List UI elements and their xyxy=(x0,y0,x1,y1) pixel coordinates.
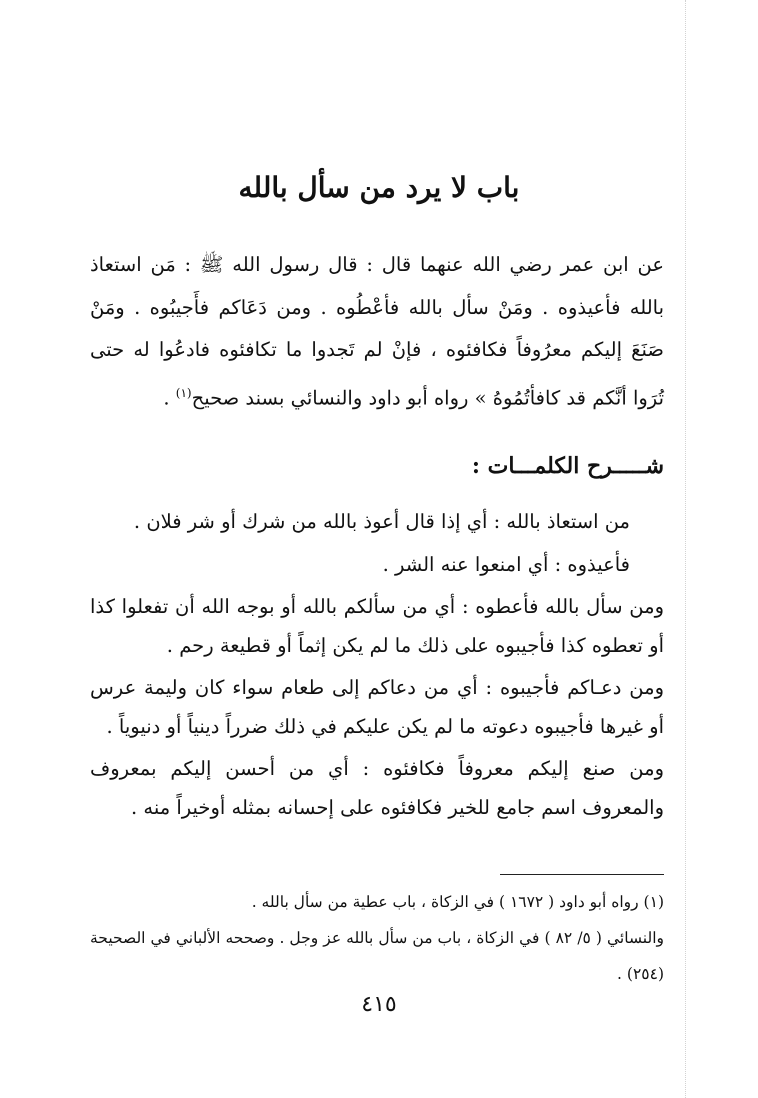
definition-text: أي امنعوا عنه الشر . xyxy=(382,552,555,576)
hadith-end: . xyxy=(163,386,176,409)
footnotes xyxy=(90,884,664,992)
definition-term: من استعاذ بالله : xyxy=(493,510,630,533)
definition-text: أي إذا قال أعوذ بالله من شرك أو شر فلان . xyxy=(133,510,494,533)
hadith-body: عن ابن عمر رضي الله عنهما قال : قال رسول الله ﷺ : مَن استعاذ بالله فأعيذوه . ومَنْ سأل بالله فأعْطُوه . ومن دَعَاكم فأَجيبُوه . ومَنْ صَنَعَ إليكم معرُوفاً فكافئوه ، فإنْ لم تَجدوا ما تكافئوه فادعُوا له حتى تُرَوا أنَّكم قد كافأتُمُوهُ » رواه أبو داود والنسائي بسند صحيح xyxy=(90,253,664,409)
footnote-item: والنسائي ( ٥/ ٨٢ ) في الزكاة ، باب من سأل بالله عز وجل . وصححه الألباني في الصحيحة (٢٥٤) . xyxy=(90,929,664,983)
definition-term: فأعيذوه : xyxy=(554,552,630,576)
footnote-divider xyxy=(500,874,664,875)
definition-term: ومن سأل بالله فأعطوه : xyxy=(461,595,664,618)
definition-item xyxy=(90,503,664,542)
hadith-text xyxy=(90,244,664,420)
definition-item xyxy=(90,588,664,665)
page-number: ٤١٥ xyxy=(361,992,397,1017)
scan-edge-marks xyxy=(685,0,686,1098)
chapter-title: باب لا يرد من سأل بالله xyxy=(238,171,520,204)
definition-item xyxy=(90,546,664,585)
section-heading: شـــــرح الكلمـــات : xyxy=(471,453,664,479)
footnote-ref: (١) xyxy=(175,385,192,400)
definition-term: ومن صنع إليكم معروفاً فكافئوه : xyxy=(362,757,664,780)
definition-term: ومن دعـاكم فأجيبوه : xyxy=(485,676,665,699)
definition-text: أي من دعاكم إلى طعام سواء كان وليمة عرس أو غيرها فأجيبوه دعوته ما لم يكن عليكم في ذلك ضرراً دينياً أو دنيوياً . xyxy=(90,676,664,738)
definition-text: أي من سألكم بالله أو بوجه الله أن تفعلوا كذا أو تعطوه كذا فأجيبوه على ذلك ما لم يكن إثماً أو قطيعة رحم . xyxy=(90,595,664,657)
definition-item xyxy=(90,750,664,827)
footnote-item: (١) رواه أبو داود ( ١٦٧٢ ) في الزكاة ، باب عطية من سأل بالله . xyxy=(251,893,664,911)
definitions-list xyxy=(90,503,664,831)
definition-text: أي من أحسن إليكم بمعروف والمعروف اسم جامع للخير فكافئوه على إحسانه بمثله أوخيراً منه . xyxy=(90,757,664,819)
definition-item xyxy=(90,669,664,746)
